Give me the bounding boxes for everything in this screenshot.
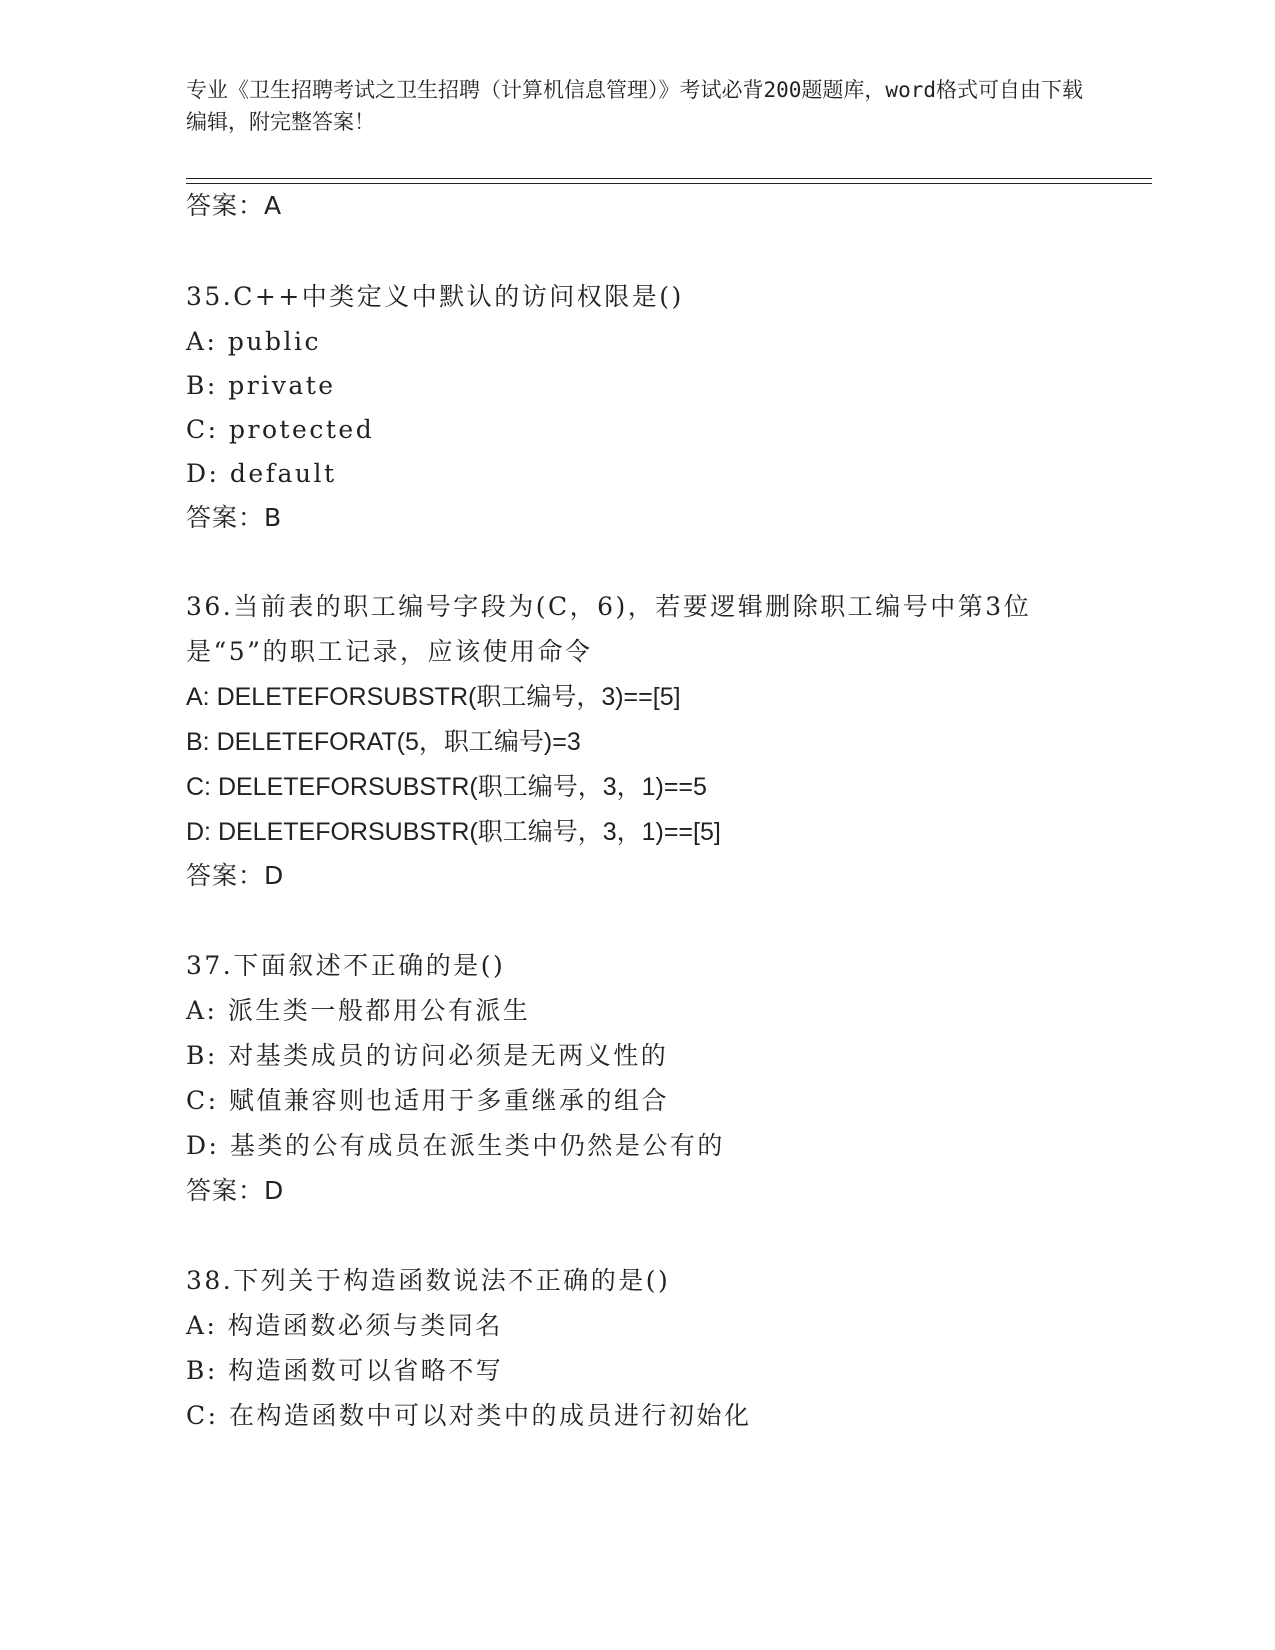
question-stem: 38.下列关于构造函数说法不正确的是() bbox=[186, 1266, 671, 1295]
question-stem: 36.当前表的职工编号字段为(C，6)，若要逻辑删除职工编号中第3位 bbox=[186, 592, 1032, 621]
option-b: B: 对基类成员的访问必须是无两义性的 bbox=[186, 1041, 669, 1070]
question-stem: 37.下面叙述不正确的是() bbox=[186, 951, 506, 980]
option-a: A: 构造函数必须与类同名 bbox=[186, 1311, 503, 1340]
option-c: C: 赋值兼容则也适用于多重继承的组合 bbox=[186, 1086, 669, 1115]
option-d: D: DELETEFORSUBSTR(职工编号，3，1)==[5] bbox=[186, 818, 721, 846]
option-c: C: 在构造函数中可以对类中的成员进行初始化 bbox=[186, 1401, 752, 1430]
document-header: 专业《卫生招聘考试之卫生招聘（计算机信息管理）》考试必背200题题库，word格式可自由下载编辑，附完整答案！ bbox=[186, 78, 1083, 134]
answer-line: 答案：D bbox=[186, 861, 285, 890]
option-a: A: DELETEFORSUBSTR(职工编号，3)==[5] bbox=[186, 683, 681, 711]
option-c: C: DELETEFORSUBSTR(职工编号，3，1)==5 bbox=[186, 773, 707, 801]
option-b: B: 构造函数可以省略不写 bbox=[186, 1356, 504, 1385]
option-d: D: 基类的公有成员在派生类中仍然是公有的 bbox=[186, 1131, 725, 1160]
question-stem: 35.C++中类定义中默认的访问权限是() bbox=[186, 282, 684, 311]
option-b: B: private bbox=[186, 371, 336, 400]
header-rule-top bbox=[186, 178, 1152, 179]
answer-line: 答案：D bbox=[186, 1176, 285, 1205]
answer-line: 答案：A bbox=[186, 191, 283, 220]
option-d: D: default bbox=[186, 459, 337, 488]
question-stem-continued: 是“5”的职工记录，应该使用命令 bbox=[186, 637, 593, 666]
header-rule-bottom bbox=[186, 183, 1152, 184]
answer-line: 答案：B bbox=[186, 503, 283, 532]
option-c: C: protected bbox=[186, 415, 375, 444]
option-a: A: 派生类一般都用公有派生 bbox=[186, 996, 531, 1025]
option-a: A: public bbox=[186, 327, 322, 356]
option-b: B: DELETEFORAT(5，职工编号)=3 bbox=[186, 728, 581, 756]
